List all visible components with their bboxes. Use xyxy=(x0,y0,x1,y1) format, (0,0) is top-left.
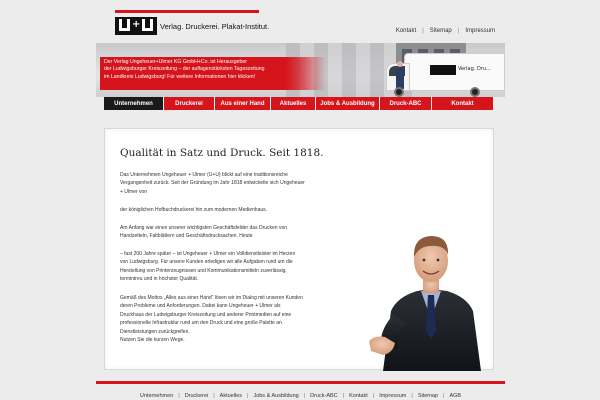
footer-red-bar xyxy=(96,381,505,384)
banner-text-box[interactable] xyxy=(100,57,286,90)
footer-link-aktuelles[interactable]: Aktuelles xyxy=(219,393,242,399)
nav-item-unternehmen[interactable]: Unternehmen xyxy=(104,97,164,110)
content-card xyxy=(104,128,494,370)
top-links xyxy=(396,28,495,34)
text-line: Am Anfang war eines unserer wichtigsten Geschäftsfelder das Drucken von xyxy=(120,225,288,231)
uu-logo-icon: + xyxy=(115,17,157,35)
text-line: Dienstleistungen zurückgreifen. xyxy=(120,328,190,335)
footer-nav xyxy=(96,393,505,399)
nav-item-jobs-ausbildung[interactable]: Jobs & Ausbildung xyxy=(316,97,380,110)
top-link-impressum[interactable]: Impressum xyxy=(465,28,495,34)
footer-link-unternehmen[interactable]: Unternehmen xyxy=(139,393,174,399)
text-line: Vergangenheit zurück. Seit der Gründung im Jahr 1818 entwickelte sich Ungeheuer xyxy=(120,180,305,187)
separator: | xyxy=(372,393,375,399)
banner-line: Der Verlag Ungeheuer+Ulmer KG GmbH+Co. ist Herausgeber xyxy=(104,59,248,65)
text-line: Gemäß des Mottos „Alles aus einer Hand“ lösen wir im Dialog mit unseren Kunden xyxy=(120,295,303,301)
van-logo-text: Verlag. Dru... xyxy=(458,66,491,72)
nav-item-druck-abc[interactable]: Druck-ABC xyxy=(380,97,432,110)
separator: | xyxy=(457,28,460,34)
text-line: der königlichen Hofbuchdruckerei hin zum modernen Medienhaus. xyxy=(120,207,268,213)
text-line: Das Unternehmen Ungeheuer + Ulmer (U+U) blickt auf eine traditionsreiche xyxy=(120,172,288,178)
footer-link-kontakt[interactable]: Kontakt xyxy=(349,393,368,399)
paragraph-4 xyxy=(120,250,346,284)
separator: | xyxy=(178,393,180,399)
logo-red-bar xyxy=(115,10,259,13)
top-link-sitemap[interactable]: Sitemap xyxy=(429,28,452,34)
text-line: – fast 200 Jahre später – ist Ungeheuer + Ulmer ein Volldienstleister im Herzen xyxy=(120,251,296,257)
nav-item-kontakt[interactable]: Kontakt xyxy=(432,97,493,110)
banner-line: im Landkreis Ludwigsburg! Für weitere Informationen hier klicken! xyxy=(104,73,256,80)
footer-link-impressum[interactable]: Impressum xyxy=(379,393,407,399)
top-link-kontakt[interactable]: Kontakt xyxy=(395,28,417,34)
footer-link-druckerei[interactable]: Druckerei xyxy=(184,393,209,399)
hero-banner[interactable] xyxy=(96,43,505,97)
main-nav xyxy=(104,97,493,110)
text-line: Herstellung von Printerzeugnissen und Kommunikationsmitteln zuverlässig, xyxy=(120,267,287,274)
nav-item-aktuelles[interactable]: Aktuelles xyxy=(271,97,316,110)
footer-link-agb[interactable]: AGB xyxy=(449,393,462,399)
text-line: deren Probleme und Anforderungen. Dabei kann Ungeheuer + Ulmer als xyxy=(120,303,281,310)
delivery-van-image xyxy=(386,49,505,97)
paragraph-2 xyxy=(120,206,346,214)
paragraph-1 xyxy=(120,171,346,196)
nav-item-aus-einer-hand[interactable]: Aus einer Hand xyxy=(215,97,271,110)
page-title: Qualität in Satz und Druck. Seit 1818. xyxy=(120,147,324,159)
logo-text: Verlag. Druckerei. Plakat-Institut. xyxy=(160,21,270,31)
banner-line: der Ludwigsburger Kreiszeitung – der auflagenstärksten Tageszeitung xyxy=(104,66,265,73)
separator: | xyxy=(342,393,345,399)
text-line: + Ulmer von xyxy=(120,188,148,195)
businessman-photo xyxy=(369,219,493,371)
text-line: von Ludwigsburg. Für unsere Kunden erledigen wir alle Aufgaben rund um die xyxy=(120,259,293,266)
separator: | xyxy=(303,393,306,399)
separator: | xyxy=(247,393,249,399)
banner-red-fade xyxy=(286,57,326,90)
footer-link-jobs-ausbildung[interactable]: Jobs & Ausbildung xyxy=(253,393,299,399)
text-line: Druckhaus der Ludwigsburger Kreiszeitung und anderer Printmedien auf eine xyxy=(120,311,292,318)
nav-item-druckerei[interactable]: Druckerei xyxy=(164,97,215,110)
footer-link-sitemap[interactable]: Sitemap xyxy=(417,393,439,399)
text-line: Handzetteln, Faltblättern und Geschäftsdrucksachen. Heute xyxy=(120,233,253,240)
footer-link-druck-abc[interactable]: Druck-ABC xyxy=(310,393,338,399)
paragraph-5 xyxy=(120,294,346,344)
separator: | xyxy=(422,28,424,34)
separator: | xyxy=(443,393,445,399)
text-line: professionelle Infrastruktur rund um den Druck und eine große Palette an xyxy=(120,320,282,327)
separator: | xyxy=(213,393,215,399)
text-line: termintreu und in höchster Qualität. xyxy=(120,276,199,283)
paragraph-3 xyxy=(120,224,346,241)
text-line: Nutzen Sie die kurzen Wege. xyxy=(120,337,185,344)
separator: | xyxy=(411,393,413,399)
logo[interactable] xyxy=(115,16,269,36)
van-logo-icon xyxy=(430,65,456,75)
